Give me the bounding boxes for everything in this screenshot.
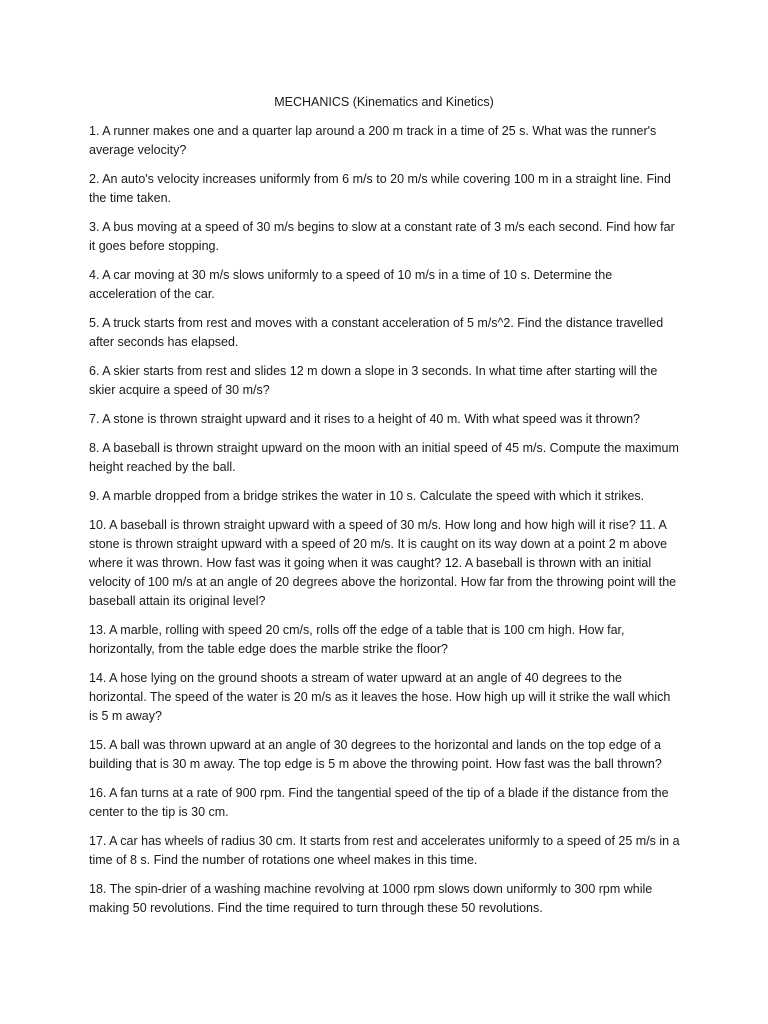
question-item: 13. A marble, rolling with speed 20 cm/s, rolls off the edge of a table that is 100 cm high. How far, horizontally, from the table edge does the marble strike the floor? — [89, 623, 625, 656]
question-item: 14. A hose lying on the ground shoots a stream of water upward at an angle of 40 degrees to the horizontal. The speed of the water is 20 m/s as it leaves the hose. How high up will it strike the wall which is 5 m away? — [89, 671, 671, 723]
question-item: 3. A bus moving at a speed of 30 m/s begins to slow at a constant rate of 3 m/s each second. Find how far it goes before stopping. — [89, 220, 675, 253]
question-item: 7. A stone is thrown straight upward and it rises to a height of 40 m. With what speed was it thrown? — [89, 412, 640, 426]
question-item: 4. A car moving at 30 m/s slows uniformly to a speed of 10 m/s in a time of 10 s. Determine the acceleration of the car. — [89, 268, 613, 301]
page-title: MECHANICS (Kinematics and Kinetics) — [274, 95, 494, 109]
question-item: 8. A baseball is thrown straight upward on the moon with an initial speed of 45 m/s. Compute the maximum height reached by the ball. — [89, 441, 679, 474]
question-item: 5. A truck starts from rest and moves with a constant acceleration of 5 m/s^2. Find the distance travelled after seconds has elapsed. — [89, 316, 664, 349]
question-item: 10. A baseball is thrown straight upward with a speed of 30 m/s. How long and how high will it rise? 11. A stone is thrown straight upward with a speed of 20 m/s. It is caught on its way down at a point 2 m above where it was thrown. How fast was it going when it was caught? 12. A baseball is thrown with an initial velocity of 100 m/s at an angle of 20 degrees above the horizontal. How far from the throwing point will the baseball attain its original level? — [89, 518, 677, 608]
question-item: 15. A ball was thrown upward at an angle of 30 degrees to the horizontal and lands on the top edge of a building that is 30 m away. The top edge is 5 m above the throwing point. How fast was the ball thrown? — [89, 738, 662, 771]
question-item: 9. A marble dropped from a bridge strikes the water in 10 s. Calculate the speed with which it strikes. — [89, 489, 645, 503]
question-item: 18. The spin-drier of a washing machine revolving at 1000 rpm slows down uniformly to 300 rpm while making 50 revolutions. Find the time required to turn through these 50 revolutions. — [89, 882, 653, 915]
question-list — [89, 122, 681, 928]
question-item: 1. A runner makes one and a quarter lap around a 200 m track in a time of 25 s. What was the runner's average velocity? — [89, 124, 657, 157]
question-item: 17. A car has wheels of radius 30 cm. It starts from rest and accelerates uniformly to a speed of 25 m/s in a time of 8 s. Find the number of rotations one wheel makes in this time. — [89, 834, 680, 867]
question-item: 2. An auto's velocity increases uniformly from 6 m/s to 20 m/s while covering 100 m in a straight line. Find the time taken. — [89, 172, 671, 205]
question-item: 16. A fan turns at a rate of 900 rpm. Find the tangential speed of the tip of a blade if the distance from the center to the tip is 30 cm. — [89, 786, 669, 819]
question-item: 6. A skier starts from rest and slides 12 m down a slope in 3 seconds. In what time after starting will the skier acquire a speed of 30 m/s? — [89, 364, 658, 397]
